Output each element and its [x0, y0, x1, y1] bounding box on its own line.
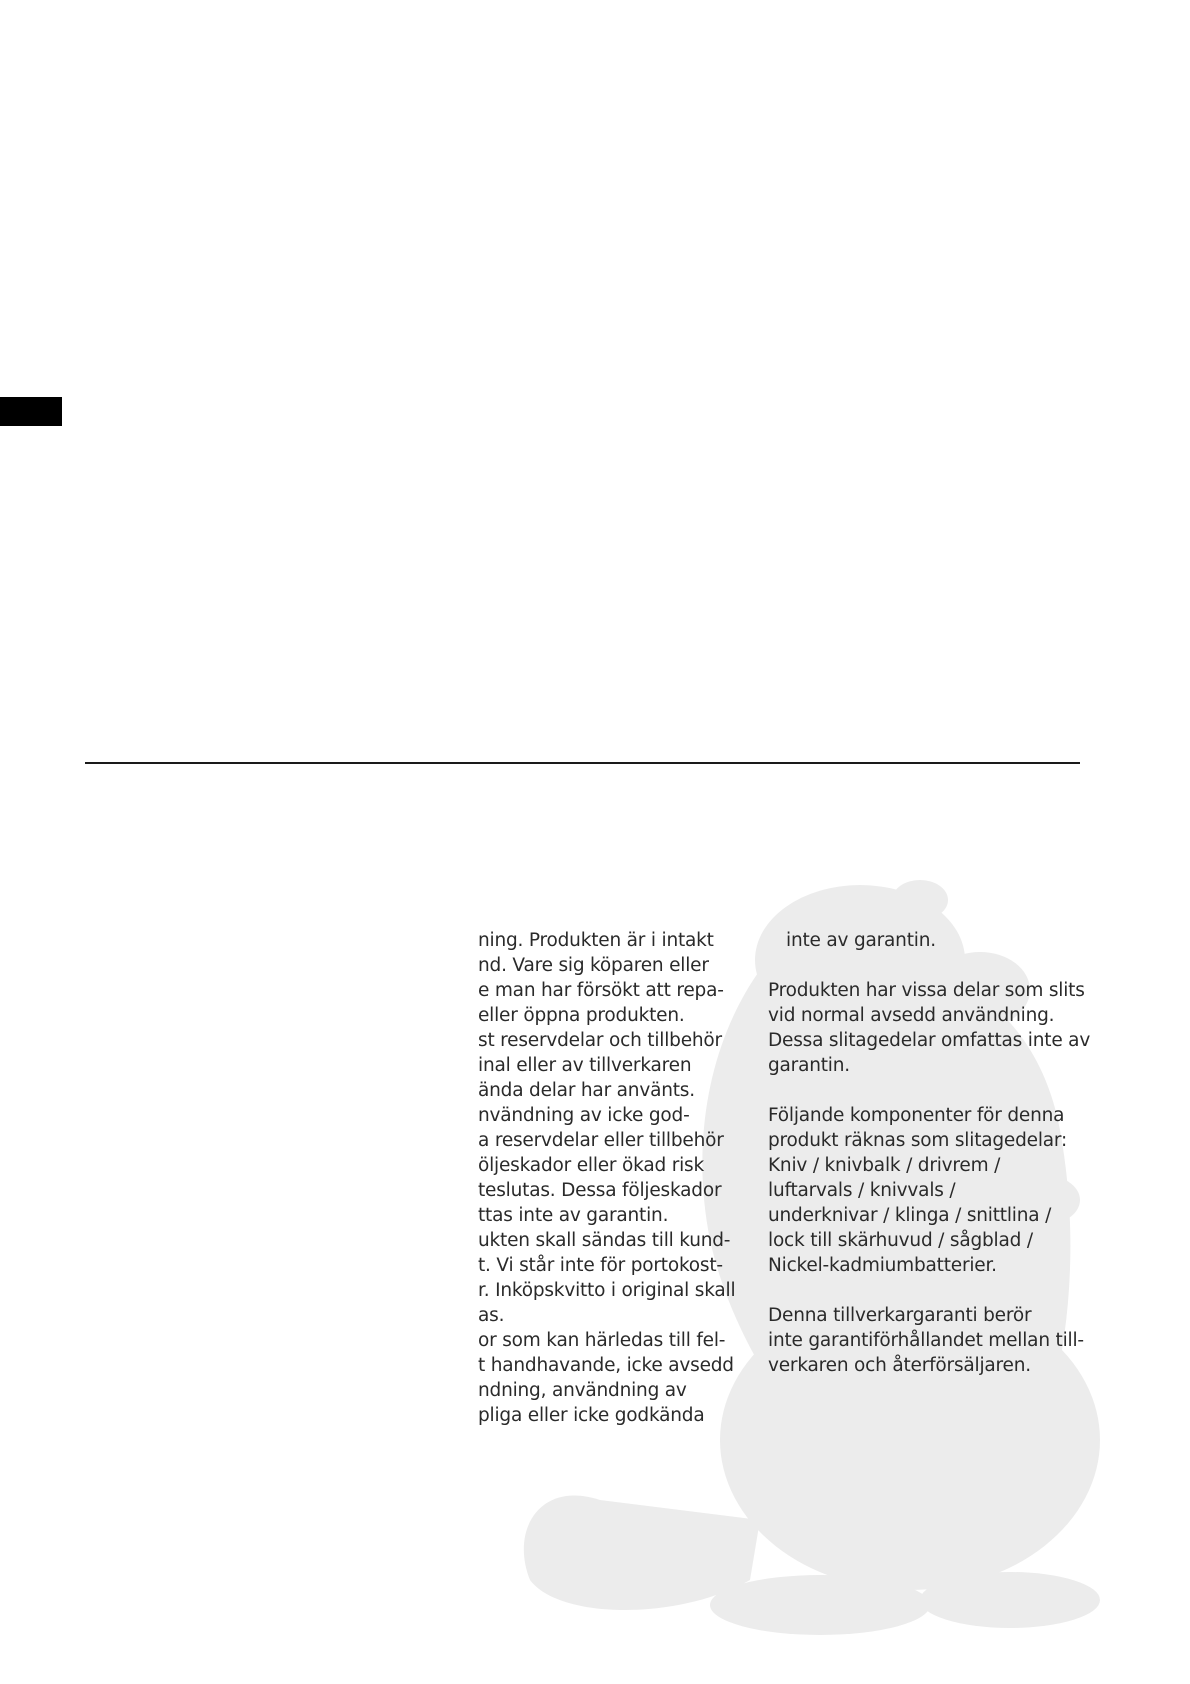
text-line: as.: [478, 1305, 505, 1326]
text-line: st reservdelar och tillbehör: [478, 1030, 722, 1051]
text-line: nd. Vare sig köparen eller: [478, 955, 709, 976]
text-line: produkt räknas som slitagedelar:: [768, 1130, 1068, 1151]
text-line: Kniv / knivbalk / drivrem /: [768, 1155, 1001, 1176]
text-line: ända delar har använts.: [478, 1080, 695, 1101]
text-line: Denna tillverkargaranti berör: [768, 1305, 1032, 1326]
text-line: e man har försökt att repa-: [478, 980, 724, 1001]
text-line: ning. Produkten är i intakt: [478, 930, 714, 951]
text-line: Nickel-kadmiumbatterier.: [768, 1255, 997, 1276]
text-line: pliga eller icke godkända: [478, 1405, 705, 1426]
text-line: vid normal avsedd användning.: [768, 1005, 1055, 1026]
text-line: lock till skärhuvud / sågblad /: [768, 1230, 1033, 1251]
text-line: öljeskador eller ökad risk: [478, 1155, 704, 1176]
text-line: Produkten har vissa delar som slits: [768, 980, 1085, 1001]
paragraph-gap: [768, 953, 1088, 978]
text-line: r. Inköpskvitto i original skall: [478, 1280, 736, 1301]
text-line: garantin.: [768, 1055, 850, 1076]
text-line: inal eller av tillverkaren: [478, 1055, 692, 1076]
paragraph-gap: [768, 1278, 1088, 1303]
text-line: teslutas. Dessa följeskador: [478, 1180, 722, 1201]
text-line: inte av garantin.: [786, 930, 936, 951]
paragraph-gap: [768, 1078, 1088, 1103]
horizontal-divider: [85, 762, 1080, 764]
warranty-text-right-column: [768, 928, 1091, 1378]
text-line: t. Vi står inte för portokost-: [478, 1255, 723, 1276]
text-line: or som kan härledas till fel-: [478, 1330, 726, 1351]
text-line: ndning, användning av: [478, 1380, 687, 1401]
section-tab-marker: [0, 397, 62, 426]
text-line: Dessa slitagedelar omfattas inte av: [768, 1030, 1091, 1051]
text-line: ukten skall sändas till kund-: [478, 1230, 731, 1251]
text-line: underknivar / klinga / snittlina /: [768, 1205, 1052, 1226]
text-line: eller öppna produkten.: [478, 1005, 685, 1026]
text-line: nvändning av icke god-: [478, 1105, 690, 1126]
warranty-text-left-column: [478, 928, 778, 1428]
text-line: a reservdelar eller tillbehör: [478, 1130, 724, 1151]
text-line: luftarvals / knivvals /: [768, 1180, 956, 1201]
text-line: verkaren och återförsäljaren.: [768, 1355, 1031, 1376]
text-line: Följande komponenter för denna: [768, 1105, 1065, 1126]
text-line: inte garantiförhållandet mellan till-: [768, 1330, 1084, 1351]
text-line: t handhavande, icke avsedd: [478, 1355, 734, 1376]
text-line: ttas inte av garantin.: [478, 1205, 669, 1226]
